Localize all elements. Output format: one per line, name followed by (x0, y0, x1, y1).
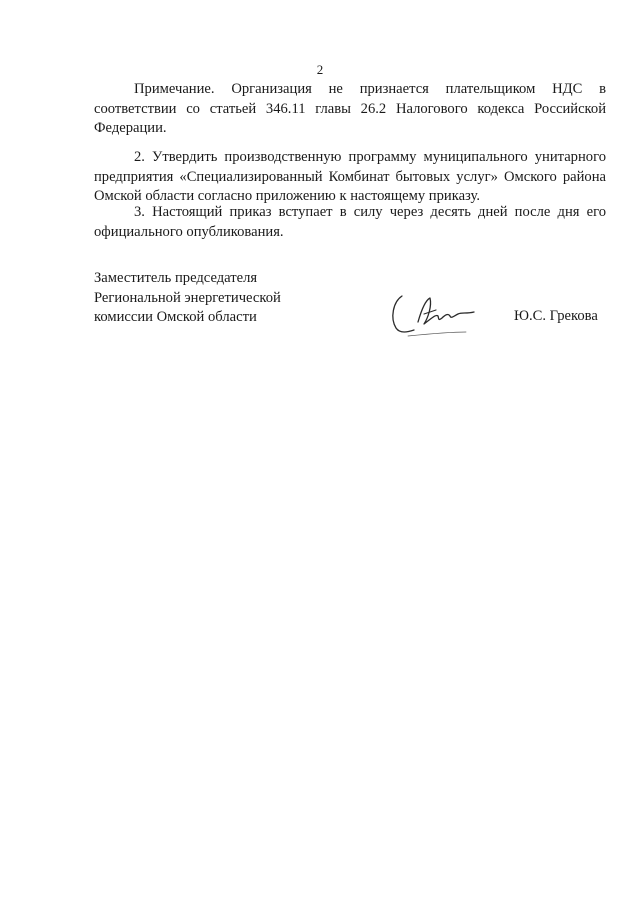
signer-title-line: Региональной энергетической (94, 289, 281, 306)
signer-title-line: комиссии Омской области (94, 309, 257, 325)
item-2-paragraph: 2. Утвердить производственную программу муниципального унитарного предприятия «Специализированный Комбинат бытовых услуг» Омского района Омской области согласно приложению к настоящему приказу. (94, 149, 606, 204)
signer-title-line: Заместитель председателя (94, 270, 258, 286)
page-number: 2 (316, 62, 324, 77)
note-paragraph: Примечание. Организация не признается плательщиком НДС в соответствии со статьей 346.11 главы 26.2 Налогового кодекса Российской Федерации. (94, 81, 606, 136)
signer-title (94, 269, 281, 328)
signer-name: Ю.С. Грекова (514, 308, 598, 324)
item-3-paragraph: 3. Настоящий приказ вступает в силу через десять дней после дня его официального опубликования. (94, 204, 606, 240)
handwritten-signature-icon (388, 288, 488, 338)
